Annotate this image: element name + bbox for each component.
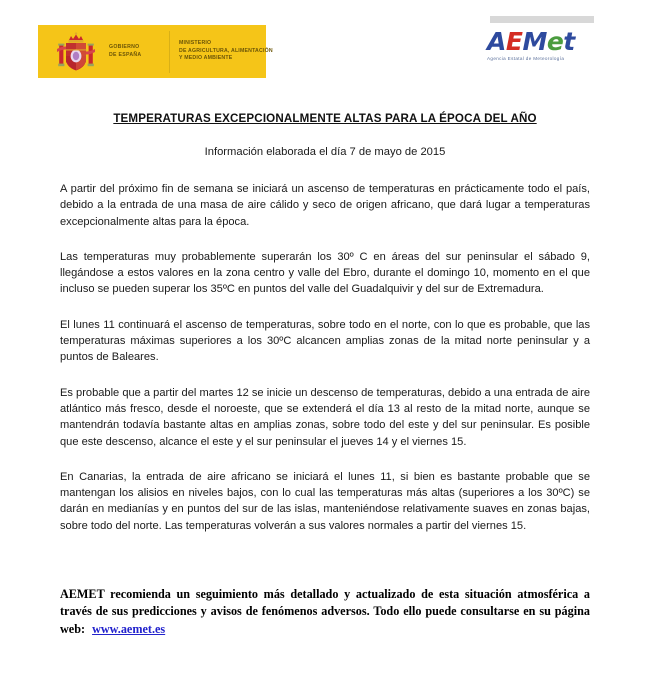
ministry-label-line3: Y MEDIO AMBIENTE (179, 55, 233, 62)
document-subtitle: Información elaborada el día 7 de mayo de 2015 (204, 146, 446, 158)
aemet-tagline: Agencia Estatal de Meteorología (487, 56, 565, 61)
paragraph-4: Es probable que a partir del martes 12 se inicie un descenso de temperaturas, debido a una entrada de aire atlántico más fresco, desde el noroeste, que se extenderá el día 13 al resto de la mitad norte, aunque se mantendrán todavía bastante altas en amplias zonas, sobre todo del este y del sur peninsular. Es posible que este descenso, alcance el este y el sur peninsular el jueves 14 y el viernes 15. (60, 386, 590, 448)
page-title: TEMPERATURAS EXCEPCIONALMENTE ALTAS PARA LA ÉPOCA DEL AÑO (113, 112, 537, 125)
government-label-line2: DE ESPAÑA (109, 51, 142, 58)
aemet-letter-e2: e (546, 27, 564, 56)
ministry-label-line1: MINISTERIO (179, 40, 212, 47)
government-label-line1: GOBIERNO (109, 44, 140, 51)
paragraph-1: A partir del próximo fin de semana se iniciará un ascenso de temperaturas en prácticamente todo el país, debido a la entrada de una masa de aire cálido y seco de origen africano, que dará lugar a temperaturas excepcionalmente altas para la época. (60, 183, 590, 228)
government-label (109, 44, 163, 58)
ministry-label-line2: DE AGRICULTURA, ALIMENTACIÓN (179, 47, 273, 54)
paragraph-5: En Canarias, la entrada de aire africano se iniciará el lunes 11, si bien es bastante probable que se mantengan los alisios en niveles bajos, con lo cual las temperaturas más altas (superiores a los 30ºC) se darán en medianías y en puntos del sur de las islas, manteniéndose relativamente suaves en zonas bajas, sobre todo del norte. Las temperaturas volverán a sus valores normales a partir del viernes 15. (60, 470, 590, 532)
aemet-letter-e: E (505, 27, 523, 56)
closing-text: AEMET recomienda un seguimiento más detallado y actualizado de esta situación atmosférica a través de sus predicciones y avisos de fenómenos adversos. Todo ello puede consultarse en su página web: (60, 587, 590, 636)
paragraph-2: Las temperaturas muy probablemente superarán los 30º C en áreas del sur peninsular el sábado 9, llegándose a estos valores en la zona centro y valle del Ebro, durante el domingo 10, momento en el que incluso se pueden superar los 35ºC en puntos del valle del Guadalquivir y del sur de Extremadura. (60, 250, 590, 296)
closing-recommendation (60, 586, 590, 638)
document-header (0, 0, 650, 100)
document-body (0, 112, 650, 638)
paragraph-3: El lunes 11 continuará el ascenso de temperaturas, sobre todo en el norte, con lo que es probable, que las temperaturas máximas superiores a los 30ºC alcancen amplias zonas de la mitad norte peninsular y a puntos de Baleares. (60, 318, 590, 364)
aemet-gray-bar (490, 16, 594, 23)
aemet-website-link[interactable]: www.aemet.es (92, 621, 166, 636)
aemet-letter-t: t (563, 27, 575, 56)
banner-divider (169, 31, 170, 73)
ministry-label (179, 40, 273, 62)
aemet-letter-m: M (522, 27, 547, 56)
aemet-logo-block (487, 16, 597, 61)
government-of-spain-banner (38, 25, 273, 78)
coat-of-arms-svg (56, 31, 96, 73)
spain-coat-of-arms-icon (52, 28, 100, 76)
aemet-wordmark-icon (487, 29, 597, 54)
aemet-letter-a: A (487, 27, 506, 56)
